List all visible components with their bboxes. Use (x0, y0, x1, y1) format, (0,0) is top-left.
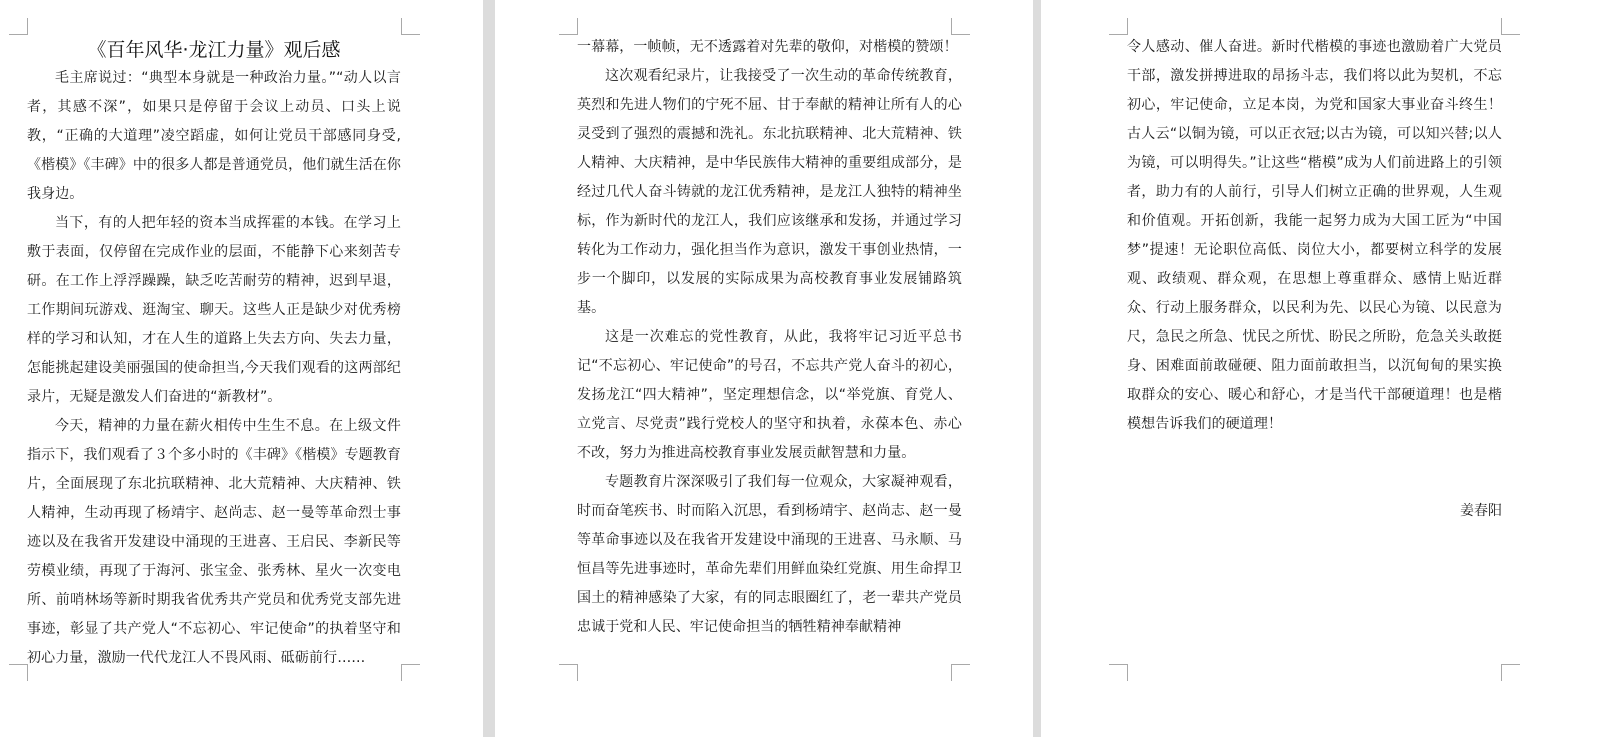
page-corner-mark (951, 664, 970, 681)
paragraph: 令人感动、催人奋进。新时代楷模的事迹也激励着广大党员干部，激发拼搏进取的昂扬斗志，我们将以此为契机，不忘初心，牢记使命，立足本岗，为党和国家大事业奋斗终生！古人云“以铜为镜，可以正衣冠;以古为镜，可以知兴替;以人为镜，可以明得失。”让这些“楷模”成为人们前进路上的引领者，助力有的人前行，引导人们树立正确的世界观，人生观和价值观。开拓创新，我能一起努力成为大国工匠为“中国梦”提速！无论职位高低、岗位大小，都要树立科学的发展观、政绩观、群众观，在思想上尊重群众、感情上贴近群众、行动上服务群众，以民利为先、以民心为镜、以民意为尺，急民之所急、忧民之所忧、盼民之所盼，危急关头敢挺身、困难面前敢碰硬、阻力面前敢担当，以沉甸甸的果实换取群众的安心、暖心和舒心，才是当代干部硬道理！也是楷模想告诉我们的硬道理！ (1127, 39, 1502, 432)
page-corner-mark (1501, 664, 1520, 681)
page-gap (483, 0, 495, 737)
page-gap (1033, 0, 1041, 737)
document-page-1[interactable] (0, 0, 483, 737)
paragraph: 这是一次难忘的党性教育，从此，我将牢记习近平总书记“不忘初心、牢记使命”的号召，不忘共产党人奋斗的初心，发扬龙江“四大精神”，坚定理想信念，以“举党旗、育党人、立党言、尽党责”践行党校人的坚守和执着，永葆本色、赤心不改，努力为推进高校教育事业发展贡献智慧和力量。 (577, 329, 962, 461)
paragraph: 当下，有的人把年轻的资本当成挥霍的本钱。在学习上敷于表面，仅停留在完成作业的层面，不能静下心来刻苦专研。在工作上浮浮躁躁，缺乏吃苦耐劳的精神，迟到早退，工作期间玩游戏、逛淘宝、聊天。这些人正是缺少对优秀榜样的学习和认知，才在人生的道路上失去方向、失去力量，怎能挑起建设美丽强国的使命担当,今天我们观看的这两部纪录片，无疑是激发人们奋进的“新教材”。 (27, 215, 401, 405)
page-corner-mark (1109, 18, 1128, 35)
page-corner-mark (9, 664, 28, 681)
paragraph: 一幕幕，一帧帧，无不透露着对先辈的敬仰，对楷模的赞颂！ (577, 39, 958, 55)
page-corner-mark (1501, 18, 1520, 35)
page-corner-mark (559, 664, 578, 681)
page-corner-mark (401, 18, 420, 35)
page-body (27, 38, 401, 673)
document-title: 《百年风华·龙江力量》观后感 (87, 39, 341, 61)
page-corner-mark (401, 664, 420, 681)
page-corner-mark (559, 18, 578, 35)
document-page-2[interactable] (495, 0, 1033, 737)
page-body (577, 33, 962, 642)
page-corner-mark (1109, 664, 1128, 681)
page-corner-mark (9, 18, 28, 35)
document-page-3[interactable] (1043, 0, 1620, 737)
author-signature: 姜春阳 (1460, 503, 1502, 519)
paragraph: 今天，精神的力量在薪火相传中生生不息。在上级文件指示下，我们观看了３个多小时的《丰碑》《楷模》专题教育片，全面展现了东北抗联精神、北大荒精神、大庆精神、铁人精神，生动再现了杨靖宇、赵尚志、赵一曼等革命烈士事迹以及在我省开发建设中涌现的王进喜、王启民、李新民等劳模业绩，再现了于海河、张宝金、张秀林、星火一次变电所、前哨林场等新时期我省优秀共产党员和优秀党支部先进事迹，彰显了共产党人“不忘初心、牢记使命”的执着坚守和初心力量，激励一代代龙江人不畏风雨、砥砺前行…… (27, 418, 401, 666)
paragraph: 专题教育片深深吸引了我们每一位观众，大家凝神观看，时而奋笔疾书、时而陷入沉思，看到杨靖宇、赵尚志、赵一曼等革命事迹以及在我省开发建设中涌现的王进喜、马永顺、马恒昌等先进事迹时，革命先辈们用鲜血染红党旗、用生命捍卫国土的精神感染了大家，有的同志眼圈红了，老一辈共产党员忠诚于党和人民、牢记使命担当的牺牲精神奉献精神 (577, 474, 962, 635)
page-body (1127, 33, 1502, 526)
paragraph: 毛主席说过：“典型本身就是一种政治力量。”“动人以言者，其感不深”，如果只是停留于会议上动员、口头上说教，“正确的大道理”凌空蹈虚，如何让党员干部感同身受,《楷模》《丰碑》中的很多人都是普通党员，他们就生活在你我身边。 (27, 70, 401, 202)
paragraph: 这次观看纪录片，让我接受了一次生动的革命传统教育，英烈和先进人物们的宁死不屈、甘于奉献的精神让所有人的心灵受到了强烈的震撼和洗礼。东北抗联精神、北大荒精神、铁人精神、大庆精神，是中华民族伟大精神的重要组成部分，是经过几代人奋斗铸就的龙江优秀精神，是龙江人独特的精神坐标，作为新时代的龙江人，我们应该继承和发扬，并通过学习转化为工作动力，强化担当作为意识，激发干事创业热情，一步一个脚印，以发展的实际成果为高校教育事业发展铺路筑基。 (577, 68, 962, 316)
blank-space (1127, 439, 1502, 497)
